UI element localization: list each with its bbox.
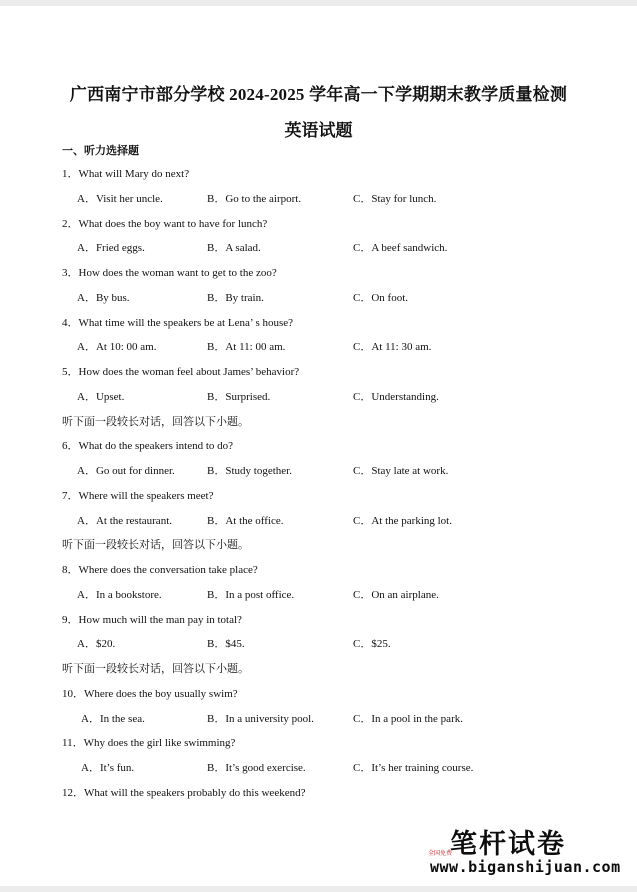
question-text: 7．Where will the speakers meet? — [62, 489, 214, 502]
option-b: B．In a university pool. — [207, 712, 314, 725]
option-c: C．On foot. — [353, 291, 408, 304]
option-a: A．Go out for dinner. — [77, 465, 175, 477]
option-b: B．By train. — [207, 291, 264, 304]
question-text: 11．Why does the girl like swimming? — [62, 737, 236, 750]
option-a: A．By bus. — [77, 291, 130, 304]
question-text: 6．What do the speakers intend to do? — [62, 440, 234, 453]
option-b: B．A salad. — [207, 242, 261, 255]
watermark-brand: 笔杆试卷 — [450, 829, 566, 860]
question-text: 5．How does the woman feel about James’ behavior? — [62, 366, 300, 378]
options-row — [0, 192, 637, 206]
option-b: B．$45. — [207, 638, 245, 651]
instruction-note: 听下面一段较长对话，回答以下小题。 — [62, 415, 249, 428]
question-text: 1．What will Mary do next? — [62, 168, 190, 180]
section-heading: 一、听力选择题 — [62, 144, 139, 157]
question-text: 10．Where does the boy usually swim? — [62, 687, 238, 700]
option-b: B．Go to the airport. — [207, 192, 302, 205]
options-row — [0, 464, 637, 478]
options-row — [0, 291, 637, 305]
options-row — [0, 712, 637, 726]
question-text: 9．How much will the man pay in total? — [62, 613, 242, 626]
instruction-note: 听下面一段较长对话，回答以下小题。 — [62, 539, 249, 552]
option-c: C．$25. — [353, 638, 391, 651]
option-a: A．It’s fun. — [81, 762, 135, 774]
option-b: B．At 11: 00 am. — [207, 341, 286, 354]
option-b: B．In a post office. — [207, 588, 295, 601]
option-b: B．Surprised. — [207, 390, 271, 403]
option-c: C．At 11: 30 am. — [353, 341, 432, 354]
option-b: B．Study together. — [207, 465, 292, 477]
option-a: A．At the restaurant. — [77, 514, 172, 527]
options-row — [0, 637, 637, 651]
option-a: A．At 10: 00 am. — [77, 341, 157, 354]
question-text: 3．How does the woman want to get to the zoo? — [62, 267, 277, 279]
options-row — [0, 514, 637, 528]
option-b: B．It’s good exercise. — [207, 762, 306, 774]
option-a: A．Fried eggs. — [77, 242, 145, 255]
option-c: C．On an airplane. — [353, 588, 439, 601]
watermark-logo — [418, 826, 621, 886]
option-a: A．In a bookstore. — [77, 588, 162, 601]
option-c: C．Stay late at work. — [353, 465, 449, 477]
watermark-tagline: 全国免费 — [428, 850, 453, 857]
option-a: A．In the sea. — [81, 712, 145, 725]
question-text: 2．What does the boy want to have for lunch? — [62, 217, 268, 230]
page-bottom-edge — [0, 886, 637, 892]
option-a: A．Visit her uncle. — [77, 192, 163, 205]
option-a: A．$20. — [77, 638, 116, 651]
question-text: 8．Where does the conversation take place? — [62, 564, 258, 576]
question-text: 4．What time will the speakers be at Lena’ s house? — [62, 316, 294, 329]
option-c: C．Stay for lunch. — [353, 192, 437, 205]
page-title: 广西南宁市部分学校 2024-2025 学年高一下学期期末教学质量检测 — [69, 85, 568, 104]
options-row — [0, 588, 637, 602]
option-c: C．In a pool in the park. — [353, 712, 463, 725]
option-b: B．At the office. — [207, 514, 284, 527]
option-c: C．At the parking lot. — [353, 514, 452, 527]
option-a: A．Upset. — [77, 390, 125, 403]
option-c: C．A beef sandwich. — [353, 242, 448, 255]
options-row — [0, 241, 637, 255]
page-subtitle: 英语试题 — [284, 121, 353, 140]
option-c: C．Understanding. — [353, 390, 439, 403]
watermark-url: www.biganshijuan.com — [430, 858, 621, 876]
options-row — [0, 761, 637, 775]
option-c: C．It’s her training course. — [353, 762, 474, 774]
options-row — [0, 390, 637, 404]
question-text: 12．What will the speakers probably do this weekend? — [62, 786, 306, 799]
instruction-note: 听下面一段较长对话，回答以下小题。 — [62, 663, 249, 675]
options-row — [0, 340, 637, 354]
